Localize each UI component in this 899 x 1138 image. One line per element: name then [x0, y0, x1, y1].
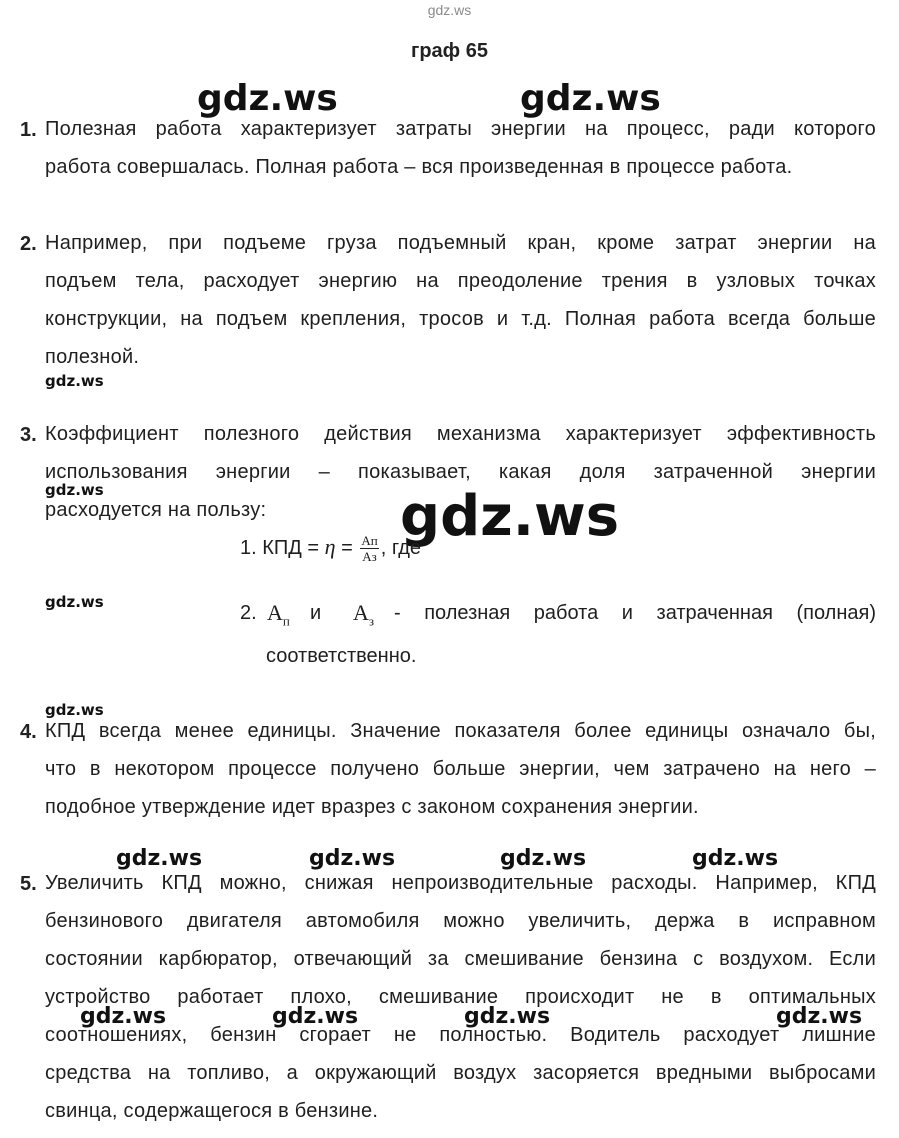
- watermark-huge-center: gdz.ws: [400, 484, 620, 549]
- item-5-number: 5.: [20, 873, 37, 895]
- watermark-row1-1: gdz.ws: [116, 846, 203, 871]
- watermark-big-right: gdz.ws: [520, 78, 661, 119]
- item-5-line-6: средства на топливо, а окружающий воздух засоряется вредными выбросами: [45, 1062, 876, 1084]
- watermark-big-left: gdz.ws: [197, 78, 338, 119]
- watermark-row1-2: gdz.ws: [309, 846, 396, 871]
- item-4-text: [45, 712, 876, 826]
- eta-symbol: η: [324, 533, 336, 559]
- item-1-text: [45, 110, 876, 186]
- watermark-small-3: gdz.ws: [45, 593, 104, 611]
- item-2-line-3: конструкции, на подъем крепления, тросов и т.д. Полная работа всегда больше: [45, 308, 876, 330]
- item-1-line-1: Полезная работа характеризует затраты энергии на процесс, ради которого: [45, 118, 876, 140]
- definition-text: - полезная работа и затраченная (полная): [394, 602, 876, 624]
- item-2-line-1: Например, при подъеме груза подъемный кран, кроме затрат энергии на: [45, 232, 876, 254]
- header-watermark: gdz.ws: [427, 2, 472, 18]
- formula-prefix: 1. КПД =: [240, 536, 325, 559]
- definition-prefix: 2.: [240, 602, 257, 624]
- item-3-line-1: Коэффициент полезного действия механизма характеризует эффективность: [45, 423, 876, 445]
- definition-line: [240, 600, 876, 634]
- watermark-small-2: gdz.ws: [45, 481, 104, 499]
- efficiency-fraction: [360, 533, 378, 564]
- item-4-line-3: подобное утверждение идет вразрез с законом сохранения энергии.: [45, 796, 699, 818]
- formula-eq: =: [335, 536, 353, 559]
- item-3-number: 3.: [20, 424, 37, 446]
- item-1-number: 1.: [20, 119, 37, 141]
- item-2-line-4: полезной.: [45, 346, 140, 368]
- item-2-number: 2.: [20, 233, 37, 255]
- item-1-line-2: работа совершалась. Полная работа – вся произведенная в процессе работа.: [45, 156, 793, 178]
- item-3-line-3: расходуется на пользу:: [45, 499, 267, 521]
- watermark-row2-3: gdz.ws: [464, 1004, 551, 1029]
- watermark-row2-1: gdz.ws: [80, 1004, 167, 1029]
- page-title: граф 65: [411, 40, 488, 62]
- watermark-small-4: gdz.ws: [45, 701, 104, 719]
- item-5-line-4: устройство работает плохо, смешивание происходит не в оптимальных: [45, 986, 876, 1008]
- and-word: и: [310, 602, 322, 624]
- item-5-line-3: состоянии карбюратор, отвечающий за смешивание бензина с воздухом. Если: [45, 948, 876, 970]
- item-5-line-7: свинца, содержащегося в бензине.: [45, 1100, 379, 1122]
- item-4-number: 4.: [20, 721, 37, 743]
- useful-work-symbol: $А_п$: [267, 600, 290, 629]
- watermark-small-1: gdz.ws: [45, 372, 104, 390]
- formula-suffix: , где: [380, 536, 422, 559]
- fraction-numerator: Ап: [361, 533, 378, 548]
- formula-line: [240, 533, 421, 564]
- item-2-text: [45, 224, 876, 376]
- watermark-row2-4: gdz.ws: [776, 1004, 863, 1029]
- item-4-line-2: что в некотором процессе получено больше энергии, чем затрачено на него –: [45, 758, 876, 780]
- fraction-denominator: Аз: [362, 549, 377, 564]
- spent-work-symbol: $А_з$: [353, 600, 375, 629]
- item-5-line-2: бензинового двигателя автомобиля можно увеличить, держа в исправном: [45, 910, 876, 932]
- watermark-row1-4: gdz.ws: [692, 846, 779, 871]
- definition-line-2: соответственно.: [266, 645, 417, 667]
- item-5-text: [45, 864, 876, 1130]
- item-3-line-2: использования энергии – показывает, какая доля затраченной энергии: [45, 461, 876, 483]
- item-4-line-1: КПД всегда менее единицы. Значение показателя более единицы означало бы,: [45, 720, 876, 742]
- item-5-line-5: соотношениях, бензин сгорает не полностью. Водитель расходует лишние: [45, 1024, 876, 1046]
- watermark-row1-3: gdz.ws: [500, 846, 587, 871]
- item-5-line-1: Увеличить КПД можно, снижая непроизводительные расходы. Например, КПД: [45, 872, 876, 894]
- watermark-row2-2: gdz.ws: [272, 1004, 359, 1029]
- item-2-line-2: подъем тела, расходует энергию на преодоление трения в узловых точках: [45, 270, 876, 292]
